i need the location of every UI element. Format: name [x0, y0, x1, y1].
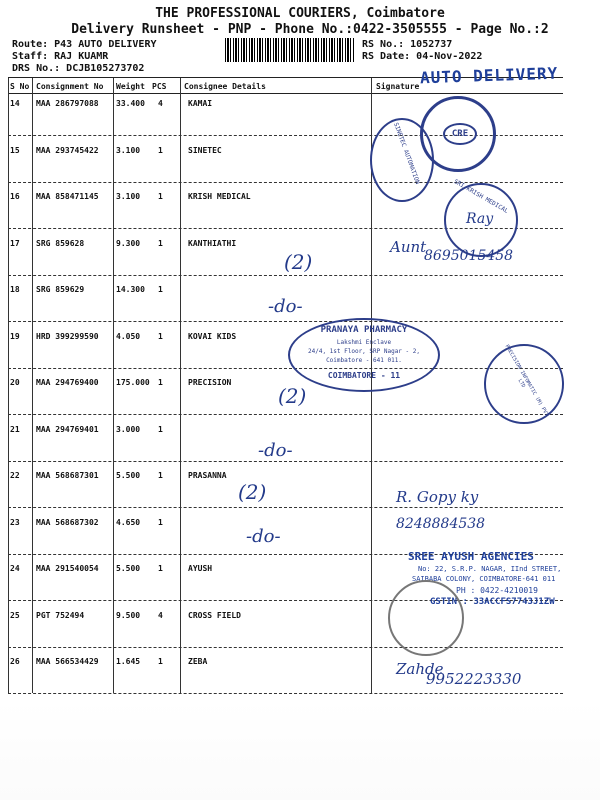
handwritten-ditto-3: -do- [246, 526, 281, 547]
row-separator [8, 693, 563, 694]
row-consignment-no: MAA 858471145 [36, 192, 99, 201]
handwritten-phone-1: 8695015458 [424, 248, 514, 264]
sinetec-stamp [370, 118, 434, 202]
precision-stamp [484, 344, 564, 424]
row-consignment-no: MAA 568687302 [36, 517, 99, 527]
handwritten-zeba-sign: Zahde [396, 660, 444, 678]
row-pcs: 1 [158, 471, 163, 480]
row-weight: 3.100 [116, 145, 141, 155]
rs-number: RS No.: 1052737 [362, 39, 453, 50]
pranaya-city: COIMBATORE - 11 [327, 371, 401, 380]
crossfield-stamp [388, 580, 464, 656]
row-pcs: 4 [158, 99, 163, 108]
row-consignment-no: SRG 859628 [36, 238, 85, 248]
row-weight: 5.500 [116, 564, 141, 573]
row-consignment-no: MAA 294769401 [36, 424, 99, 434]
auto-delivery-stamp: AUTO DELIVERY [419, 63, 559, 88]
row-weight: 14.300 [116, 285, 145, 294]
row-consignment-no: PGT 752494 [36, 610, 85, 620]
col-header-weight: Weight [116, 82, 145, 91]
faded-bleed-area [0, 700, 600, 800]
handwritten-bracket-1: (2) [284, 250, 313, 274]
row-consignee: KAMAI [188, 99, 213, 108]
row-weight: 1.645 [116, 657, 141, 666]
col-header-signature: Signature [376, 82, 420, 91]
col-header-pcs: PCS [152, 82, 167, 91]
row-consignment-no: MAA 568687301 [36, 471, 99, 480]
row-sno: 22 [10, 471, 20, 480]
cre-center-text: CRE [443, 123, 477, 145]
handwritten-bracket-2: (2) [278, 384, 307, 408]
row-consignee: KRISH MEDICAL [188, 192, 251, 201]
staff-label: Staff: RAJ KUAMR [12, 51, 109, 62]
row-weight: 9.500 [116, 610, 141, 620]
row-sno: 14 [10, 99, 20, 108]
handwritten-ditto-1: -do- [268, 296, 303, 317]
ayush-gstin: GSTIN : 33ACCFS7743J1ZW [430, 597, 555, 607]
row-consignee: ZEBA [188, 657, 208, 666]
row-weight: 5.500 [116, 471, 141, 480]
pranaya-name: PRANAYA PHARMACY [320, 325, 408, 335]
col-header-consignment: Consignment No [36, 82, 104, 91]
row-sno: 26 [10, 657, 20, 666]
row-pcs: 1 [158, 657, 163, 666]
row-consignee: SINETEC [188, 145, 222, 155]
row-pcs: 1 [158, 517, 163, 527]
precision-ring-text: PRECISION INFOMATIC (M) PVT LTD [503, 343, 550, 418]
row-sno: 17 [10, 238, 20, 248]
row-pcs: 1 [158, 424, 163, 434]
row-separator [8, 647, 563, 648]
row-pcs: 1 [158, 564, 163, 573]
row-consignment-no: MAA 566534429 [36, 657, 99, 666]
runsheet-title: Delivery Runsheet - PNP - Phone No.:0422-3505555 - Page No.:2 [71, 22, 549, 37]
sinetec-ring-text: SINETEC AUTOMATION [392, 121, 421, 186]
row-separator [8, 507, 563, 508]
row-weight: 9.300 [116, 238, 141, 248]
pranaya-pharmacy-stamp [288, 318, 440, 392]
rs-date: RS Date: 04-Nov-2022 [362, 51, 483, 62]
row-weight: 4.650 [116, 517, 141, 527]
row-weight: 3.100 [116, 192, 141, 201]
pranaya-line2: 24/4, 1st Floor, SRP Nagar - 2, [308, 348, 420, 355]
handwritten-phone-2: 8248884538 [396, 516, 486, 532]
handwritten-ditto-2: -do- [258, 440, 293, 461]
ayush-name: SREE AYUSH AGENCIES [408, 550, 534, 563]
ayush-line1: No: 22, S.R.P. NAGAR, IInd STREET, [418, 565, 562, 573]
pranaya-line3: Coimbatore - 641 011. [326, 357, 402, 364]
row-separator [8, 321, 563, 322]
row-consignment-no: MAA 286797088 [36, 99, 99, 108]
row-sno: 24 [10, 564, 20, 573]
row-sno: 23 [10, 517, 20, 527]
row-separator [8, 275, 563, 276]
krish-ring-text: SRI KRISH MEDICAL [452, 178, 510, 215]
row-consignee: PRECISION [188, 378, 232, 387]
row-consignment-no: MAA 293745422 [36, 145, 99, 155]
route-label: Route: P43 AUTO DELIVERY [12, 39, 157, 50]
ayush-line2: SAIBABA COLONY, COIMBATORE-641 011 [412, 575, 556, 583]
row-consignee: AYUSH [188, 564, 213, 573]
company-title: THE PROFESSIONAL COURIERS, Coimbatore [155, 6, 445, 21]
row-sno: 18 [10, 285, 20, 294]
row-pcs: 1 [158, 285, 163, 294]
col-header-consignee: Consignee Details [184, 82, 266, 91]
row-consignment-no: HRD 399299590 [36, 331, 99, 341]
ayush-phone: PH : 0422-4210019 [456, 586, 538, 595]
row-sno: 25 [10, 610, 20, 620]
row-consignee: CROSS FIELD [188, 610, 241, 620]
handwritten-bracket-3: (2) [238, 480, 267, 504]
handwritten-name: R. Gopy ky [396, 488, 479, 506]
row-consignment-no: SRG 859629 [36, 285, 85, 294]
row-weight: 3.000 [116, 424, 141, 434]
pranaya-line1: Lakshmi Enclave [336, 339, 392, 346]
row-consignment-no: MAA 291540054 [36, 564, 99, 573]
row-consignee: KOVAI KIDS [188, 331, 237, 341]
row-pcs: 1 [158, 238, 163, 248]
row-pcs: 1 [158, 192, 163, 201]
row-sno: 19 [10, 331, 20, 341]
row-pcs: 1 [158, 331, 163, 341]
row-separator [8, 368, 563, 369]
drs-number: DRS No.: DCJB105273702 [12, 63, 145, 74]
row-pcs: 1 [158, 145, 163, 155]
row-consignee: KANTHIATHI [188, 238, 237, 248]
row-pcs: 1 [158, 378, 163, 387]
row-separator [8, 414, 563, 415]
header-bottom-border [8, 93, 563, 94]
row-sno: 21 [10, 424, 20, 434]
row-consignee: PRASANNA [188, 471, 227, 480]
col-header-sno: S No [10, 82, 30, 91]
krish-medical-stamp: SRI KRISH MEDICAL Ray [444, 183, 518, 257]
row-sno: 15 [10, 145, 20, 155]
row-pcs: 4 [158, 610, 163, 620]
handwritten-phone-3: 9952223330 [426, 670, 522, 688]
row-consignment-no: MAA 294769400 [36, 378, 99, 387]
row-weight: 175.000 [116, 378, 150, 387]
row-sno: 20 [10, 378, 20, 387]
row-sno: 16 [10, 192, 20, 201]
row-weight: 4.050 [116, 331, 141, 341]
row-weight: 33.400 [116, 99, 145, 108]
barcode [225, 38, 355, 62]
